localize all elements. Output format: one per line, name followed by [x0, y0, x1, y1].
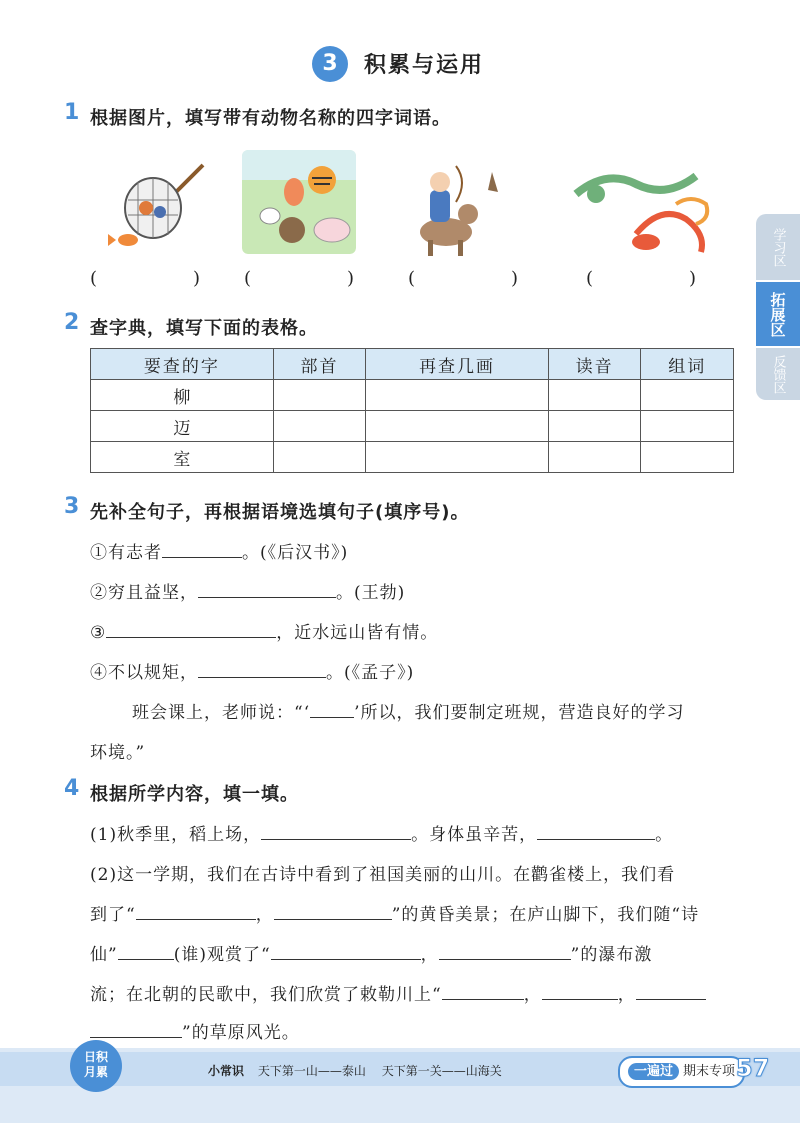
daily-accumulation-badge [70, 1040, 122, 1092]
table-header-row [91, 349, 734, 380]
answer-blank[interactable] [198, 659, 326, 678]
context-text: ’所以，我们要制定班规，营造良好的学习 [354, 703, 685, 723]
brand-subtitle: 期末专项 [683, 1064, 736, 1079]
q3-number: 3 [64, 494, 80, 519]
answer-cell[interactable] [548, 411, 641, 442]
q4-part-2-line-3 [90, 940, 652, 965]
table-row [91, 442, 734, 473]
q3-item-2 [90, 578, 405, 603]
side-tab-feedback[interactable]: 反馈区 [756, 348, 800, 400]
part-text: ， [617, 985, 636, 1005]
answer-cell[interactable] [641, 442, 734, 473]
q3-item-1 [90, 538, 348, 563]
answer-cell[interactable] [273, 380, 366, 411]
q3-item-3 [90, 618, 438, 643]
item-text: ④不以规矩， [90, 663, 198, 683]
q4-part-2-line-2 [90, 900, 699, 925]
horse-rider-picture [406, 162, 510, 258]
brand-name: 一遍过 [628, 1063, 679, 1080]
paren-open: ( [586, 268, 594, 289]
answer-blank[interactable] [118, 941, 174, 960]
q3-item-4 [90, 658, 414, 683]
q4-text: 根据所学内容，填一填。 [90, 784, 299, 805]
q4-part-2-line-1: (2)这一学期，我们在古诗中看到了祖国美丽的山川。在鹳雀楼上，我们看 [90, 865, 676, 885]
part-text: ”的瀑布激 [570, 945, 653, 965]
answer-blank[interactable] [106, 619, 276, 638]
char-cell: 室 [91, 442, 274, 473]
section-title: 积累与运用 [364, 53, 485, 78]
answer-blank[interactable] [442, 981, 524, 1000]
answer-cell[interactable] [366, 442, 549, 473]
answer-blank[interactable] [274, 901, 392, 920]
q4-part-2-line-5 [90, 1018, 300, 1043]
footer-tip [208, 1062, 502, 1079]
col-header: 读音 [548, 349, 641, 380]
answer-cell[interactable] [548, 380, 641, 411]
answer-blank[interactable] [261, 821, 411, 840]
answer-blank[interactable] [636, 981, 706, 1000]
item-source: 。(王勃) [336, 583, 406, 603]
part-text: ”的黄昏美景；在庐山脚下，我们随“诗 [391, 905, 700, 925]
part-text: 。 [655, 825, 674, 845]
answer-cell[interactable] [366, 411, 549, 442]
paren-close: ) [346, 268, 354, 289]
answer-parens-2[interactable] [244, 268, 354, 289]
answer-blank[interactable] [136, 901, 256, 920]
table-row [91, 411, 734, 442]
col-header: 部首 [273, 349, 366, 380]
q1-number: 1 [64, 100, 80, 125]
answer-blank[interactable] [198, 579, 336, 598]
paren-open: ( [244, 268, 252, 289]
tip-fact-1: 天下第一山——泰山 [257, 1064, 366, 1078]
answer-blank[interactable] [162, 539, 242, 558]
q4-number: 4 [64, 776, 80, 801]
item-text: ③ [90, 623, 107, 643]
table-row [91, 380, 734, 411]
part-text: 到了“ [90, 905, 136, 925]
badge-line-2: 月累 [83, 1065, 108, 1079]
dragon-phoenix-picture [566, 164, 716, 258]
answer-blank[interactable] [537, 821, 655, 840]
answer-cell[interactable] [273, 442, 366, 473]
answer-blank[interactable] [90, 1019, 182, 1038]
q4-part-1 [90, 820, 673, 845]
fish-net-picture [108, 160, 208, 255]
context-text: 班会课上，老师说：“‘ [132, 703, 311, 723]
series-brand [618, 1056, 745, 1088]
item-text: ②穷且益坚， [90, 583, 198, 603]
item-source: 。(《孟子》) [326, 663, 415, 683]
answer-cell[interactable] [548, 442, 641, 473]
badge-line-1: 日积 [83, 1050, 108, 1064]
paren-close: ) [510, 268, 518, 289]
animals-scene-picture [242, 150, 356, 254]
dictionary-table [90, 348, 734, 473]
q4-part-2-line-4 [90, 980, 706, 1005]
part-text: 仙” [90, 945, 118, 965]
answer-parens-1[interactable] [90, 268, 200, 289]
q2-text: 查字典，填写下面的表格。 [90, 318, 318, 339]
paren-close: ) [192, 268, 200, 289]
q3-context [132, 698, 685, 723]
part-text: ， [420, 945, 439, 965]
item-source: ，近水远山皆有情。 [276, 623, 439, 643]
col-header: 再查几画 [366, 349, 549, 380]
item-text: ①有志者 [90, 543, 162, 563]
char-cell: 柳 [91, 380, 274, 411]
item-source: 。(《后汉书》) [242, 543, 349, 563]
paren-open: ( [90, 268, 98, 289]
paren-close: ) [688, 268, 696, 289]
part-text: ， [255, 905, 274, 925]
part-text: 。身体虽辛苦， [411, 825, 538, 845]
tip-fact-2: 天下第一关——山海关 [381, 1064, 502, 1078]
answer-blank[interactable] [310, 699, 354, 718]
side-tab-extend[interactable]: 拓展区 [756, 282, 800, 346]
part-text: ， [523, 985, 542, 1005]
part-text: ”的草原风光。 [182, 1023, 300, 1043]
part-text: (谁)观赏了“ [173, 945, 271, 965]
answer-blank[interactable] [439, 941, 571, 960]
answer-cell[interactable] [641, 380, 734, 411]
answer-parens-4[interactable] [586, 268, 696, 289]
char-cell: 迈 [91, 411, 274, 442]
answer-blank[interactable] [542, 981, 618, 1000]
q3-text: 先补全句子，再根据语境选填句子(填序号)。 [90, 502, 470, 523]
answer-blank[interactable] [271, 941, 421, 960]
paren-open: ( [408, 268, 416, 289]
answer-cell[interactable] [273, 411, 366, 442]
tip-label: 小常识 [208, 1064, 245, 1078]
part-text: (1)秋季里，稻上场， [90, 825, 262, 845]
col-header: 要查的字 [91, 349, 274, 380]
page-number: 57 [736, 1054, 770, 1082]
answer-parens-3[interactable] [408, 268, 518, 289]
q3-context-end: 环境。” [90, 743, 146, 763]
section-number-badge: 3 [312, 46, 348, 82]
part-text: 流；在北朝的民歌中，我们欣赏了敕勒川上“ [90, 985, 442, 1005]
answer-cell[interactable] [366, 380, 549, 411]
side-tab-study[interactable]: 学习区 [756, 214, 800, 280]
q2-number: 2 [64, 310, 80, 335]
col-header: 组词 [641, 349, 734, 380]
answer-cell[interactable] [641, 411, 734, 442]
q1-text: 根据图片，填写带有动物名称的四字词语。 [90, 108, 451, 129]
